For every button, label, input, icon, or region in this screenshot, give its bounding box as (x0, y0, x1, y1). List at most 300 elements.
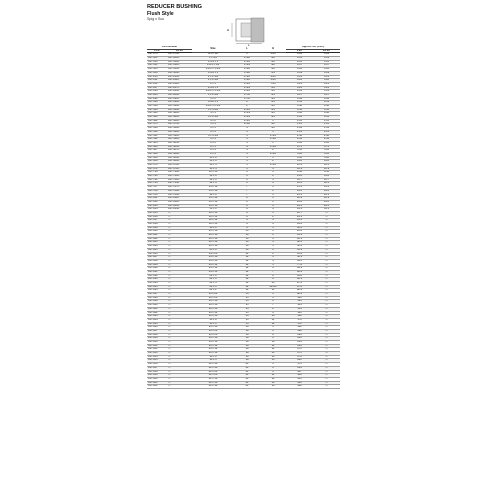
cell-pvc-part: 837-531 (147, 134, 167, 138)
cell-l: 1-1/4 (234, 64, 260, 68)
cell-l: 2-1/4 (234, 119, 260, 123)
cell-weight-pvc: 39.4 (286, 223, 313, 227)
dimension-table (147, 46, 340, 389)
cell-h: 1 (260, 230, 286, 234)
column-header-weight-cpvc: CPVC (313, 49, 340, 53)
cell-size: 30 x 18 (192, 300, 234, 304)
product-subtitle: Flush Style (147, 11, 174, 17)
cell-pvc-part: 837-421 (147, 116, 167, 120)
cell-weight-pvc: 0.48 (286, 105, 313, 109)
cell-cpvc-part: — (167, 267, 192, 271)
cell-h: 6 (260, 329, 286, 333)
cell-weight-pvc: 35.0 (286, 219, 313, 223)
cell-pvc-part: 837-842 (147, 311, 167, 315)
cell-l: 1-3/8 (234, 71, 260, 75)
cell-weight-cpvc: 0.68 (313, 112, 340, 116)
cell-size: 18 x 16 (192, 211, 234, 215)
cell-l: 21 (234, 370, 260, 374)
cell-l: 1-1/2 (234, 79, 260, 83)
cell-cpvc-part: 837-528C (167, 127, 192, 131)
cell-h: 1-1/2 (260, 145, 286, 149)
cell-pvc-part: 837-846 (147, 326, 167, 330)
cell-l: 15 (234, 311, 260, 315)
column-header-pvc: PVC (147, 49, 167, 53)
cell-pvc-part: 837-818 (147, 223, 167, 227)
cell-weight-cpvc: — (313, 333, 340, 337)
cell-h: 3 (260, 219, 286, 223)
cell-h: 6 (260, 267, 286, 271)
cell-weight-cpvc: — (313, 267, 340, 271)
cell-cpvc-part: — (167, 348, 192, 352)
cell-h: 10 (260, 315, 286, 319)
cell-h: 1 (260, 211, 286, 215)
cell-weight-cpvc: — (313, 381, 340, 385)
cell-size: 24 x 8 (192, 274, 234, 278)
cell-cpvc-part: 837-740C (167, 175, 192, 179)
cell-cpvc-part: — (167, 329, 192, 333)
cell-l: 15 (234, 315, 260, 319)
cell-l: 18 (234, 355, 260, 359)
cell-h: 7 (260, 304, 286, 308)
cell-h: 7 (260, 270, 286, 274)
cell-weight-cpvc: — (313, 363, 340, 367)
dimension-h-label: H (227, 28, 230, 32)
cell-weight-pvc: 55.9 (286, 248, 313, 252)
cell-weight-pvc: 34.9 (286, 234, 313, 238)
cell-pvc-part: 837-744 (147, 182, 167, 186)
cell-weight-cpvc: — (313, 318, 340, 322)
cell-h: 1 (260, 119, 286, 123)
cell-h: 12 (260, 377, 286, 381)
cell-weight-cpvc: — (313, 366, 340, 370)
cell-cpvc-part: 837-588C (167, 152, 192, 156)
cell-weight-pvc: 6.60 (286, 156, 313, 160)
cell-l: 18 (234, 333, 260, 337)
cell-l: 15 (234, 304, 260, 308)
cell-cpvc-part: 837-742C (167, 178, 192, 182)
cell-size: 42 x 36 (192, 363, 234, 367)
cell-cpvc-part: 837-530C (167, 130, 192, 134)
cell-l: 12 (234, 278, 260, 282)
cell-cpvc-part: 837-587C (167, 149, 192, 153)
cell-size: 10 x 8 (192, 156, 234, 160)
cell-weight-pvc: 4.74 (286, 145, 313, 149)
cell-pvc-part: 837-835 (147, 285, 167, 289)
cell-weight-pvc: 2.40 (286, 134, 313, 138)
cell-l: 15 (234, 300, 260, 304)
cell-weight-cpvc: 18.4 (313, 182, 340, 186)
cell-h: 10-1/2 (260, 285, 286, 289)
cell-size: 16 x 8 (192, 208, 234, 212)
cell-pvc-part: 837-291 (147, 97, 167, 101)
cell-weight-cpvc: — (313, 322, 340, 326)
cell-size: 3/4 x 1/2 (192, 53, 234, 57)
cell-l: 15 (234, 296, 260, 300)
cell-weight-cpvc: — (313, 234, 340, 238)
cell-size: 30 x 16 (192, 304, 234, 308)
cell-size: 8 x 6 (192, 141, 234, 145)
cell-size: 14 x 10 (192, 189, 234, 193)
cell-pvc-part: 837-130 (147, 60, 167, 64)
cell-cpvc-part: 837-672C (167, 167, 192, 171)
cell-l: 12 (234, 285, 260, 289)
cell-l: 10 (234, 234, 260, 238)
cell-weight-cpvc: — (313, 385, 340, 389)
cell-weight-pvc: 132 (286, 326, 313, 330)
cell-h: 1/2 (260, 123, 286, 127)
cell-pvc-part: 837-828 (147, 259, 167, 263)
cell-pvc-part: 837-670 (147, 164, 167, 168)
cell-weight-pvc: 1.32 (286, 127, 313, 131)
cell-weight-cpvc: — (313, 329, 340, 333)
cell-h: 1/4 (260, 108, 286, 112)
cell-l: 8 (234, 200, 260, 204)
cell-weight-pvc: 16.7 (286, 178, 313, 182)
cell-l: 1-1/8 (234, 57, 260, 61)
cell-pvc-part: 837-843 (147, 315, 167, 319)
cell-weight-cpvc: — (313, 230, 340, 234)
cell-pvc-part: 837-859 (147, 374, 167, 378)
cell-l: 15 (234, 322, 260, 326)
cell-size: 36 x 8 (192, 355, 234, 359)
cell-cpvc-part: 837-811C (167, 197, 192, 201)
cell-weight-cpvc: — (313, 259, 340, 263)
cell-pvc-part: 837-586 (147, 145, 167, 149)
cell-weight-pvc: 9.10 (286, 160, 313, 164)
cell-size: 42 x 20 (192, 374, 234, 378)
dimension-l-label: L (248, 43, 250, 46)
cell-h: 9 (260, 337, 286, 341)
cell-h: 11 (260, 374, 286, 378)
cell-cpvc-part: 837-586C (167, 145, 192, 149)
cell-h: 1/2 (260, 97, 286, 101)
cell-size: 1 x 1/2 (192, 57, 234, 61)
cell-l: 5 (234, 160, 260, 164)
cell-pvc-part: 837-836 (147, 289, 167, 293)
cell-weight-cpvc: — (313, 285, 340, 289)
cell-weight-pvc: 0.05 (286, 60, 313, 64)
cell-pvc-part: 837-861 (147, 381, 167, 385)
cell-weight-pvc: 0.91 (286, 116, 313, 120)
cell-h: 5 (260, 226, 286, 230)
cell-size: 6 x 4 (192, 130, 234, 134)
cell-cpvc-part: 837-419C (167, 108, 192, 112)
cell-cpvc-part: 837-788C (167, 189, 192, 193)
cell-cpvc-part: 837-212C (167, 82, 192, 86)
cell-l: 3 (234, 138, 260, 142)
cell-cpvc-part: — (167, 256, 192, 260)
cell-weight-cpvc: — (313, 289, 340, 293)
cell-l: 2-1/4 (234, 116, 260, 120)
column-header-weight-pvc: PVC (286, 49, 313, 53)
cell-weight-cpvc: — (313, 215, 340, 219)
cell-weight-pvc: 389 (286, 374, 313, 378)
cell-l: 7 (234, 193, 260, 197)
cell-h: 1 (260, 197, 286, 201)
cell-weight-pvc: 18.4 (286, 182, 313, 186)
cell-size: 20 x 10 (192, 245, 234, 249)
cell-h: 9 (260, 278, 286, 282)
cell-cpvc-part: — (167, 381, 192, 385)
cell-pvc-part: 837-530 (147, 130, 167, 134)
cell-cpvc-part: — (167, 326, 192, 330)
table-body (147, 53, 340, 389)
cell-cpvc-part: — (167, 245, 192, 249)
cell-l: 1-1/2 (234, 75, 260, 79)
cell-size: 36 x 30 (192, 326, 234, 330)
cell-pvc-part: 837-787 (147, 186, 167, 190)
cell-pvc-part: 837-834 (147, 282, 167, 286)
cell-size: 20 x 8 (192, 248, 234, 252)
cell-weight-pvc: 264 (286, 366, 313, 370)
cell-pvc-part: 837-862 (147, 385, 167, 389)
cell-cpvc-part: — (167, 318, 192, 322)
cell-cpvc-part: — (167, 219, 192, 223)
cell-cpvc-part: — (167, 333, 192, 337)
cell-l: 6 (234, 182, 260, 186)
cell-l: 10 (234, 241, 260, 245)
cell-pvc-part: 837-831 (147, 270, 167, 274)
cell-weight-cpvc: — (313, 282, 340, 286)
cell-cpvc-part: — (167, 296, 192, 300)
cell-size: 36 x 24 (192, 329, 234, 333)
cell-size: 10 x 5 (192, 164, 234, 168)
cell-l: 18 (234, 352, 260, 356)
cell-l: 10 (234, 237, 260, 241)
cell-size: 30 x 12 (192, 311, 234, 315)
cell-size: 24 x 14 (192, 263, 234, 267)
cell-weight-cpvc: 0.33 (313, 101, 340, 105)
cell-h: 4 (260, 259, 286, 263)
cell-cpvc-part: — (167, 252, 192, 256)
cell-weight-pvc: 0.07 (286, 64, 313, 68)
cell-h: 2 (260, 200, 286, 204)
cell-h: 1/2 (260, 105, 286, 109)
cell-pvc-part: 837-823 (147, 241, 167, 245)
cell-weight-cpvc: 0.48 (313, 105, 340, 109)
cell-h: 14 (260, 355, 286, 359)
cell-l: 4 (234, 141, 260, 145)
cell-cpvc-part: — (167, 230, 192, 234)
cell-h: 3/8 (260, 64, 286, 68)
cell-weight-cpvc: — (313, 211, 340, 215)
cell-weight-cpvc: 18.9 (313, 197, 340, 201)
cell-l: 10 (234, 248, 260, 252)
cell-pvc-part: 837-838 (147, 296, 167, 300)
cell-cpvc-part: — (167, 241, 192, 245)
cell-pvc-part: 837-848 (147, 333, 167, 337)
cell-weight-cpvc: 2.62 (313, 138, 340, 142)
cell-pvc-part: 837-788 (147, 189, 167, 193)
cell-weight-pvc: 0.68 (286, 112, 313, 116)
cell-weight-pvc: 3.85 (286, 141, 313, 145)
cell-h: 5/16 (260, 79, 286, 83)
cell-weight-cpvc: — (313, 348, 340, 352)
cell-cpvc-part: — (167, 226, 192, 230)
cell-cpvc-part: — (167, 311, 192, 315)
cell-l: 4 (234, 149, 260, 153)
cell-cpvc-part: — (167, 234, 192, 238)
cell-h: 12 (260, 348, 286, 352)
cell-size: 2-1/2 x 1-1/2 (192, 90, 234, 94)
cell-weight-cpvc: 33.1 (313, 208, 340, 212)
cell-l: 18 (234, 359, 260, 363)
cell-weight-cpvc: — (313, 326, 340, 330)
cell-weight-cpvc: — (313, 296, 340, 300)
cell-h: 1-1/2 (260, 138, 286, 142)
cell-size: 4 x 2-1/2 (192, 116, 234, 120)
cell-weight-pvc: 88.6 (286, 293, 313, 297)
cell-h: 1/8 (260, 60, 286, 64)
cell-weight-pvc: 22.7 (286, 211, 313, 215)
cell-pvc-part: 837-817 (147, 219, 167, 223)
cell-l: 21 (234, 363, 260, 367)
cell-pvc-part: 837-821 (147, 234, 167, 238)
cell-weight-cpvc: 1.05 (313, 119, 340, 123)
cell-size: 20 x 14 (192, 237, 234, 241)
cell-l: 21 (234, 385, 260, 389)
cell-h: 9 (260, 370, 286, 374)
cell-pvc-part: 837-827 (147, 256, 167, 260)
cell-cpvc-part: 837-585C (167, 141, 192, 145)
cell-pvc-part: 837-857 (147, 366, 167, 370)
cell-size: 3-1/2 x 2-1/2 (192, 105, 234, 109)
cell-weight-pvc: 33.1 (286, 208, 313, 212)
cell-l: 9 (234, 223, 260, 227)
cell-h: 3/4 (260, 116, 286, 120)
cell-l: 12 (234, 289, 260, 293)
cell-pvc-part: 837-166 (147, 68, 167, 72)
cell-weight-cpvc: 5.95 (313, 152, 340, 156)
cell-pvc-part: 837-856 (147, 363, 167, 367)
cell-weight-pvc: 10.9 (286, 167, 313, 171)
cell-cpvc-part: 837-669C (167, 160, 192, 164)
cell-size: 3 x 2 (192, 97, 234, 101)
cell-l: 12 (234, 267, 260, 271)
cell-pvc-part: 837-339 (147, 105, 167, 109)
cell-weight-cpvc: 0.21 (313, 82, 340, 86)
cell-pvc-part: 837-850 (147, 341, 167, 345)
cell-size: 36 x 20 (192, 333, 234, 337)
cell-size: 18 x 10 (192, 223, 234, 227)
cell-weight-pvc: 154 (286, 307, 313, 311)
cell-cpvc-part: 837-073C (167, 53, 192, 57)
cell-weight-pvc: 428 (286, 385, 313, 389)
cell-size: 14 x 8 (192, 193, 234, 197)
cell-h: 3 (260, 326, 286, 330)
cell-weight-cpvc: — (313, 311, 340, 315)
cell-h: 10 (260, 341, 286, 345)
cell-weight-pvc: 263 (286, 344, 313, 348)
cell-weight-cpvc: 9.50 (313, 171, 340, 175)
cell-weight-pvc: 347 (286, 370, 313, 374)
cell-l: 9 (234, 215, 260, 219)
cell-size: 24 x 18 (192, 256, 234, 260)
cell-cpvc-part: 837-475C (167, 123, 192, 127)
cell-weight-pvc: 98.2 (286, 289, 313, 293)
cell-size: 12 x 8 (192, 175, 234, 179)
cell-weight-pvc: 97.8 (286, 285, 313, 289)
cell-weight-pvc: 279 (286, 355, 313, 359)
cell-l: 9 (234, 226, 260, 230)
cell-h: 1/2 (260, 90, 286, 94)
cell-l: 4 (234, 152, 260, 156)
cell-pvc-part: 837-789 (147, 193, 167, 197)
cell-l: 18 (234, 326, 260, 330)
cell-pvc-part: 837-419 (147, 108, 167, 112)
cell-pvc-part: 837-816 (147, 215, 167, 219)
cell-l: 12 (234, 256, 260, 260)
cell-l: 7 (234, 189, 260, 193)
cell-h: 14 (260, 385, 286, 389)
cell-h: 2 (260, 234, 286, 238)
cell-pvc-part: 837-338 (147, 101, 167, 105)
cell-size: 1-1/2 x 1-1/4 (192, 68, 234, 72)
cell-h: 3/16 (260, 75, 286, 79)
cell-pvc-part: 837-841 (147, 307, 167, 311)
cell-size: 2-1/2 x 2 (192, 86, 234, 90)
cell-size: 10 x 6 (192, 160, 234, 164)
cell-weight-pvc: 0.45 (286, 108, 313, 112)
cell-weight-pvc: 26.8 (286, 230, 313, 234)
cell-h: 6 (260, 366, 286, 370)
cell-size: 36 x 16 (192, 341, 234, 345)
cell-weight-pvc: 15.2 (286, 186, 313, 190)
cell-cpvc-part: 837-339C (167, 105, 192, 109)
cell-h: 1 (260, 186, 286, 190)
cell-l: 2-5/8 (234, 123, 260, 127)
cell-l: 15 (234, 293, 260, 297)
cell-weight-cpvc: — (313, 245, 340, 249)
cell-weight-cpvc: 2.14 (313, 130, 340, 134)
cell-weight-pvc: 90.2 (286, 270, 313, 274)
cell-pvc-part: 837-844 (147, 318, 167, 322)
cell-weight-pvc: 176 (286, 363, 313, 367)
cell-cpvc-part: — (167, 278, 192, 282)
cell-pvc-part: 837-814 (147, 208, 167, 212)
cell-h: 4 (260, 208, 286, 212)
cell-pvc-part: 837-851 (147, 344, 167, 348)
cell-h: 8 (260, 307, 286, 311)
cell-weight-pvc: 97.4 (286, 282, 313, 286)
cell-l: 18 (234, 348, 260, 352)
cell-cpvc-part: 837-532C (167, 138, 192, 142)
cell-weight-pvc: 161 (286, 311, 313, 315)
product-title: REDUCER BUSHING (147, 4, 203, 10)
cell-weight-cpvc: — (313, 241, 340, 245)
cell-weight-cpvc: 0.06 (313, 68, 340, 72)
cell-l: 4 (234, 145, 260, 149)
cell-cpvc-part: 837-168C (167, 71, 192, 75)
cell-h: 2 (260, 215, 286, 219)
cell-cpvc-part: 837-813C (167, 204, 192, 208)
cell-l: 1-3/4 (234, 90, 260, 94)
cell-h: 2-1/2 (260, 152, 286, 156)
cell-weight-pvc: 0.33 (286, 101, 313, 105)
cell-cpvc-part: 837-166C (167, 68, 192, 72)
cell-size: 16 x 14 (192, 197, 234, 201)
cell-weight-cpvc: — (313, 293, 340, 297)
cell-pvc-part: 837-742 (147, 178, 167, 182)
cell-h: 8 (260, 333, 286, 337)
cell-h: 13 (260, 352, 286, 356)
cell-weight-cpvc: 0.44 (313, 97, 340, 101)
cell-h: 11 (260, 344, 286, 348)
cell-cpvc-part: 837-289C (167, 93, 192, 97)
cell-weight-cpvc: 23.1 (313, 193, 340, 197)
cell-cpvc-part: — (167, 315, 192, 319)
cell-cpvc-part: 837-420C (167, 112, 192, 116)
